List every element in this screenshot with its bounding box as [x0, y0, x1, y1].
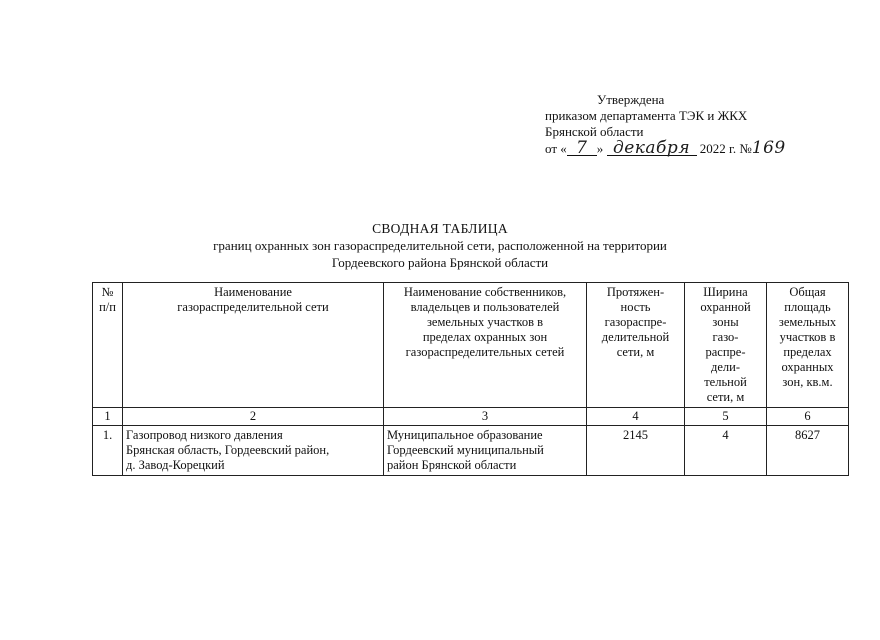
date-year: 2022 г.	[699, 141, 737, 156]
column-index: 5	[685, 408, 767, 426]
date-quote: »	[596, 141, 604, 156]
header-total-area: Общая площадь земельных участков в пределах охранных зон, кв.м.	[767, 283, 849, 408]
column-index: 6	[767, 408, 849, 426]
header-network-name: Наименование газораспределительной сети	[123, 283, 384, 408]
header-number: № п/п	[93, 283, 123, 408]
column-index-row	[93, 408, 849, 426]
handwritten-month: декабря	[607, 141, 697, 156]
approval-title: Утверждена	[597, 92, 665, 107]
column-index: 4	[587, 408, 685, 426]
approval-order-line: приказом департамента ТЭК и ЖКХ	[545, 108, 748, 123]
row-number: 1.	[93, 426, 123, 476]
handwritten-order-number: 169	[751, 138, 786, 158]
header-length: Протяжен- ность газораспре- делительной сети, м	[587, 283, 685, 408]
handwritten-day: 7	[567, 141, 597, 156]
zone-width-cell: 4	[685, 426, 767, 476]
approval-stamp	[545, 92, 786, 157]
column-index: 3	[384, 408, 587, 426]
header-zone-width: Ширина охранной зоны газо- распре- дели- тельной сети, м	[685, 283, 767, 408]
number-sign: №	[739, 141, 752, 156]
document-subtitle-line1: границ охранных зон газораспределительной сети, расположенной на территории	[213, 238, 667, 253]
column-index: 2	[123, 408, 384, 426]
table-row	[93, 426, 849, 476]
document-title-block	[0, 220, 880, 271]
approval-region-line: Брянской области	[545, 124, 644, 139]
header-owners: Наименование собственников, владельцев и пользователей земельных участков в пределах охранных зон газораспределительных сетей	[384, 283, 587, 408]
owner-cell: Муниципальное образование Гордеевский муниципальный район Брянской области	[384, 426, 587, 476]
table-header-row	[93, 283, 849, 408]
network-name-cell: Газопровод низкого давления Брянская область, Гордеевский район, д. Завод-Корецкий	[123, 426, 384, 476]
document-subtitle-line2: Гордеевского района Брянской области	[331, 255, 549, 270]
column-index: 1	[93, 408, 123, 426]
document-title: СВОДНАЯ ТАБЛИЦА	[372, 221, 508, 236]
length-cell: 2145	[587, 426, 685, 476]
date-prefix: от «	[545, 141, 567, 156]
approval-date-line	[545, 140, 786, 157]
area-cell: 8627	[767, 426, 849, 476]
summary-table	[92, 282, 849, 476]
